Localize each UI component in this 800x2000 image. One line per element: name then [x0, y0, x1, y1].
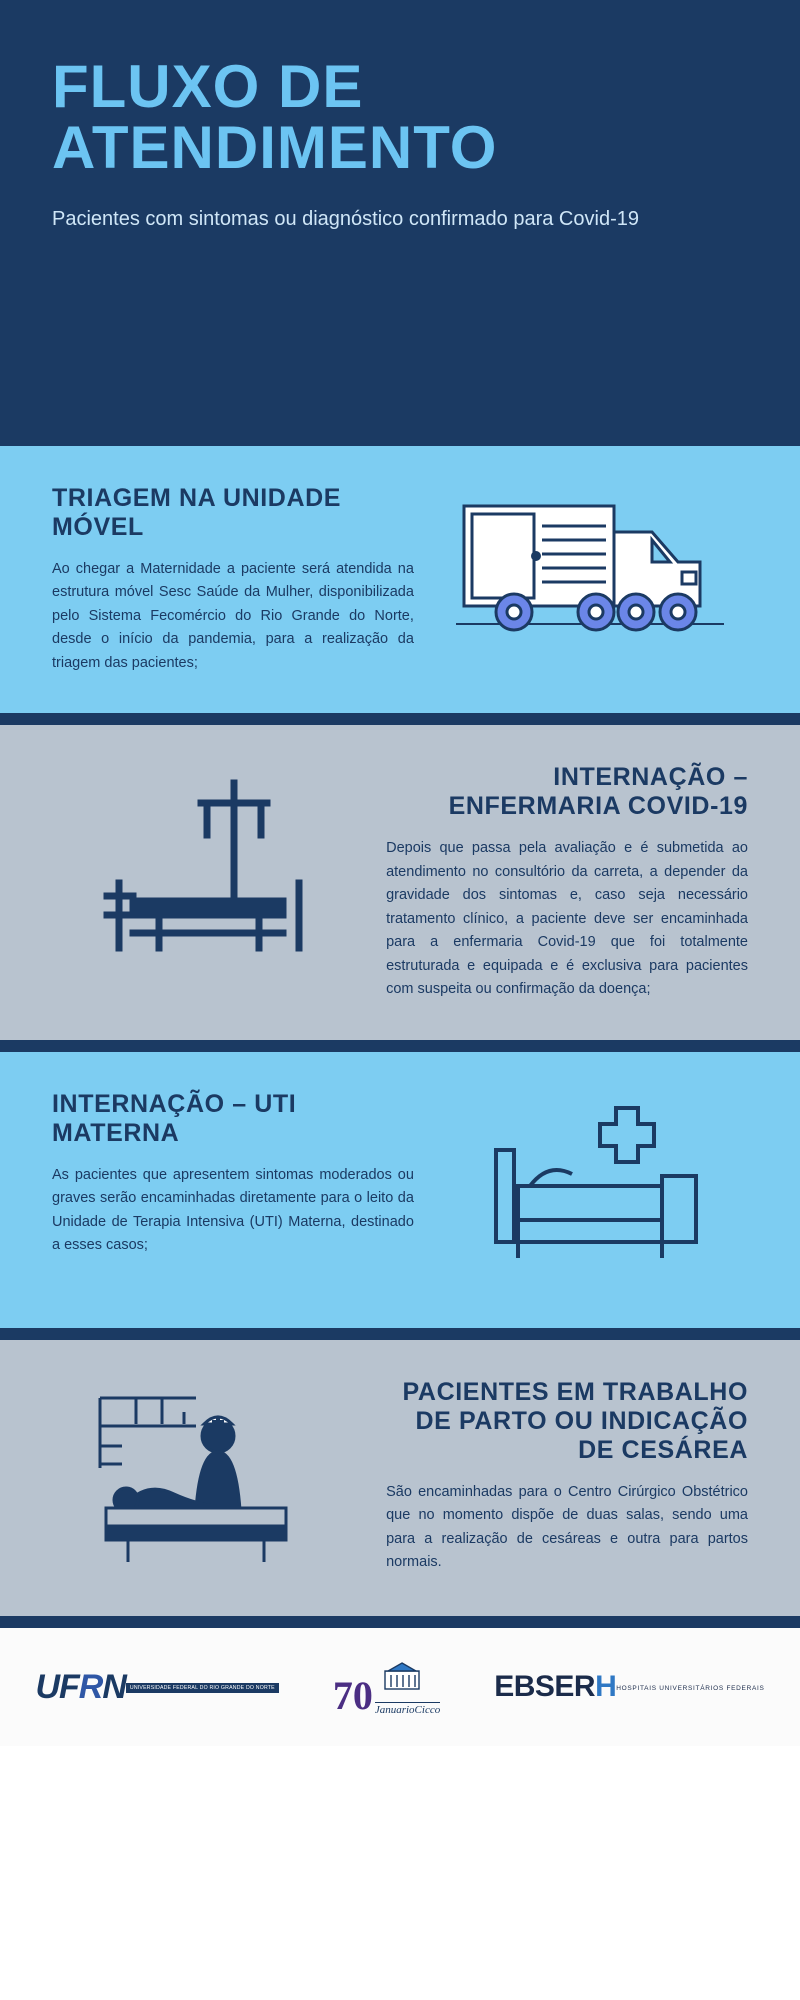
section-triagem-text — [52, 484, 414, 675]
ufrn-logo-uf: UF — [35, 1667, 79, 1706]
ebserh-logo-main: EBSER — [494, 1669, 596, 1703]
ebserh-logo — [494, 1669, 765, 1703]
ufrn-logo — [35, 1667, 278, 1706]
section-enfermaria-body: Depois que passa pela avaliação e é submetida ao atendimento no consultório da carreta, a depender da gravidade dos sintomas e, caso seja necessário tratamento clínico, a paciente deve ser encaminhada para a enfermaria Covid-19 que foi totalmente estruturada e equipada e é exclusiva para pacientes com suspeita ou confirmação da doença; — [386, 840, 748, 998]
nurse-patient-icon — [52, 1378, 366, 1578]
page-subtitle: Pacientes com sintomas ou diagnóstico confirmado para Covid-19 — [52, 208, 639, 231]
footer-logos — [0, 1628, 800, 1746]
section-enfermaria-title: INTERNAÇÃO – ENFERMARIA COVID-19 — [448, 763, 748, 821]
divider — [0, 434, 800, 446]
divider — [0, 1616, 800, 1628]
ufrn-logo-r: R — [78, 1667, 103, 1706]
section-uti — [0, 1052, 800, 1328]
januario-cicco-logo — [332, 1657, 441, 1719]
ebserh-logo-caption: HOSPITAIS UNIVERSITÁRIOS FEDERAIS — [616, 1684, 765, 1692]
section-parto-title: PACIENTES EM TRABALHO DE PARTO OU INDICAÇÃO DE CESÁREA — [402, 1377, 748, 1464]
ambulance-truck-icon — [434, 484, 748, 664]
section-uti-text — [52, 1090, 414, 1258]
divider — [0, 1328, 800, 1340]
header — [0, 0, 800, 434]
divider — [0, 713, 800, 725]
section-parto-text — [386, 1378, 748, 1575]
januario-cicco-number: 70 — [332, 1673, 373, 1719]
ebserh-logo-h: H — [595, 1669, 617, 1703]
januario-cicco-mark — [375, 1657, 440, 1716]
page-title: FLUXO DE ATENDIMENTO — [52, 53, 498, 182]
ebserh-logo-text — [494, 1669, 617, 1703]
section-parto-body: São encaminhadas para o Centro Cirúrgico Obstétrico que no momento dispõe de duas salas, sendo uma para a realização de cesáreas e outra para partos normais. — [386, 1483, 748, 1571]
section-parto — [0, 1340, 800, 1616]
section-uti-title: INTERNAÇÃO – UTI MATERNA — [52, 1089, 297, 1147]
ufrn-logo-caption: UNIVERSIDADE FEDERAL DO RIO GRANDE DO NORTE — [126, 1683, 279, 1693]
hospital-bed-iv-icon — [52, 763, 366, 993]
ufrn-logo-n: N — [102, 1667, 126, 1706]
ufrn-logo-text — [35, 1667, 126, 1706]
section-triagem-body: Ao chegar a Maternidade a paciente será atendida na estrutura móvel Sesc Saúde da Mulher, disponibilizada pelo Sistema Fecomércio do Rio Grande do Norte, desde o início da pandemia, para a realização da triagem das pacientes; — [52, 561, 414, 671]
januario-cicco-name: JanuarioCicco — [374, 1704, 441, 1717]
section-triagem — [0, 446, 800, 713]
section-enfermaria — [0, 725, 800, 1039]
section-triagem-title: TRIAGEM NA UNIDADE MÓVEL — [52, 484, 342, 541]
section-enfermaria-text — [386, 763, 748, 1001]
icu-bed-cross-icon — [434, 1090, 748, 1290]
divider — [0, 1040, 800, 1052]
section-uti-body: As pacientes que apresentem sintomas moderados ou graves serão encaminhadas diretamente para o leito da Unidade de Terapia Intensiva (UTI) Materna, destinado a esses casos; — [52, 1166, 414, 1254]
